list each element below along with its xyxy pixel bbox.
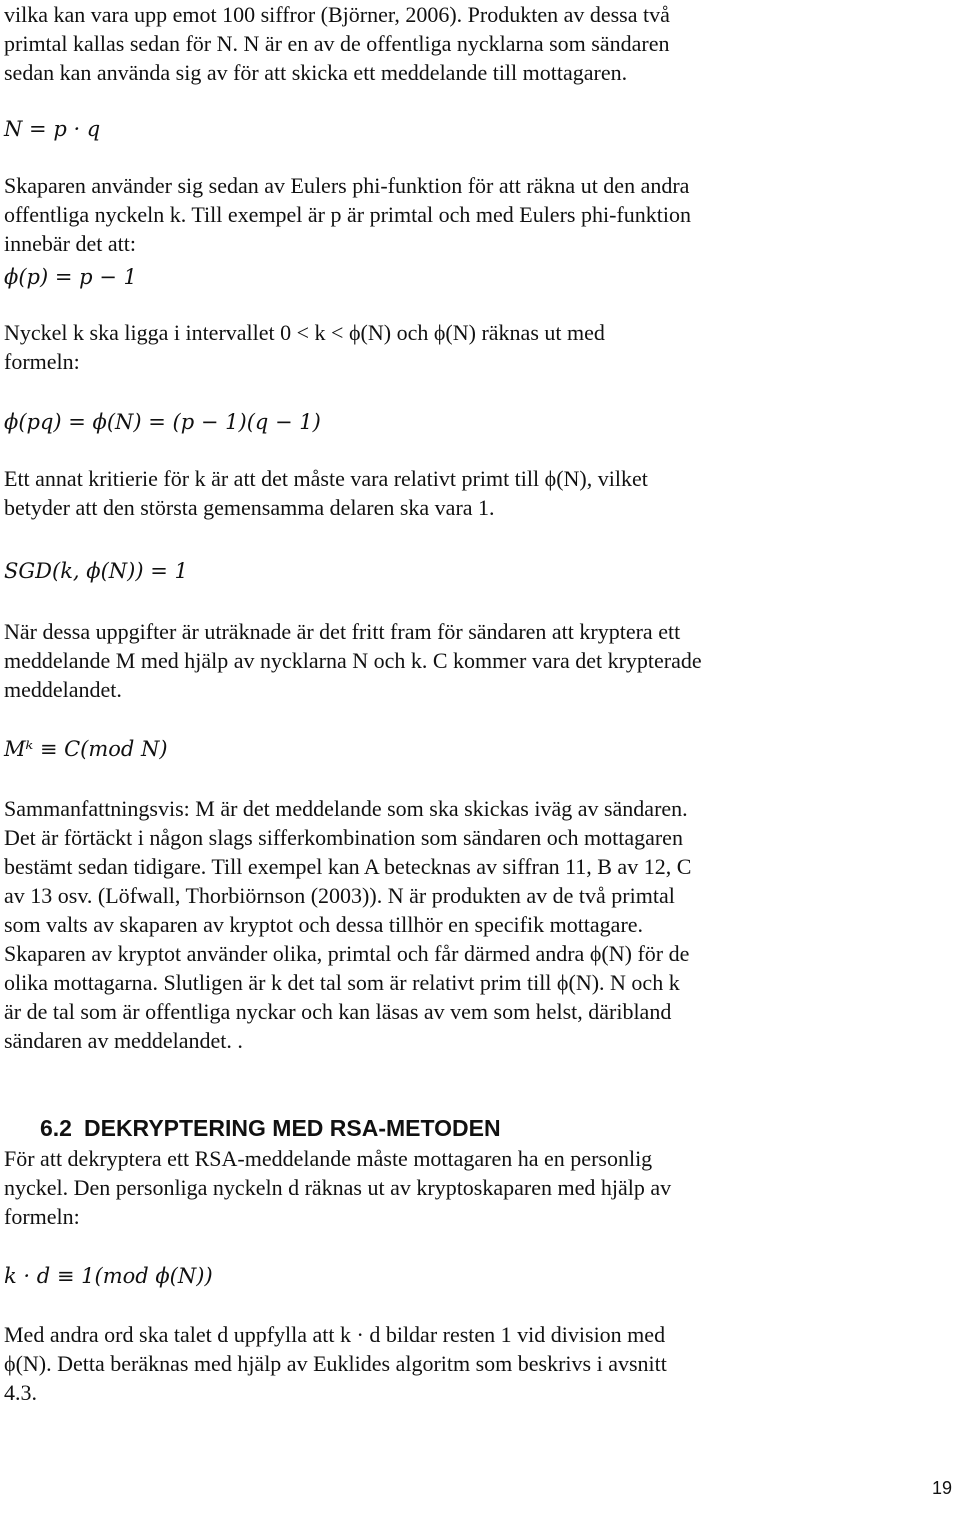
text-line: Skaparen av kryptot använder olika, primtal och får därmed andra ϕ(N) för de [4,941,690,966]
text-line: offentliga nyckeln k. Till exempel är p är primtal och med Eulers phi-funktion [4,202,691,227]
text-line: För att dekryptera ett RSA-meddelande måste mottagaren ha en personlig [4,1146,653,1171]
text-line: Nyckel k ska ligga i intervallet 0 < k < ϕ(N) och ϕ(N) räknas ut med [4,320,605,345]
text-line: Det är förtäckt i någon slags sifferkombination som sändaren och mottagaren [4,825,683,850]
text-line: primtal kallas sedan för N. N är en av de offentliga nycklarna som sändaren [4,31,670,56]
text-line: formeln: [4,349,80,374]
text-line: meddelande M med hjälp av nycklarna N och k. C kommer vara det krypterade [4,648,702,673]
section-heading [40,1113,501,1143]
text-line: betyder att den största gemensamma delaren ska vara 1. [4,495,495,520]
text-line: Skaparen använder sig sedan av Eulers phi-funktion för att räkna ut den andra [4,173,690,198]
text-line: Sammanfattningsvis: M är det meddelande som ska skickas iväg av sändaren. [4,796,688,821]
text-line: Ett annat kritierie för k är att det måste vara relativt primt till ϕ(N), vilket [4,466,648,491]
text-line: bestämt sedan tidigare. Till exempel kan A betecknas av siffran 11, B av 12, C [4,854,692,879]
section-title: DEKRYPTERING MED RSA-METODEN [84,1115,501,1141]
text-line: sedan kan använda sig av för att skicka ett meddelande till mottagaren. [4,60,628,85]
text-line: sändaren av meddelandet. . [4,1028,243,1053]
equation-phi-p: ϕ(p) = p − 1 [4,265,137,289]
text-line: av 13 osv. (Löfwall, Thorbiörnson (2003)). N är produkten av de två primtal [4,883,675,908]
text-line: innebär det att: [4,231,136,256]
equation-phi-pq: ϕ(pq) = ϕ(N) = (p − 1)(q − 1) [4,410,321,434]
text-line: är de tal som är offentliga nyckar och kan läsas av vem som helst, däribland [4,999,672,1024]
text-line: nyckel. Den personliga nyckeln d räknas ut av kryptoskaparen med hjälp av [4,1175,672,1200]
equation-kd: k · d ≡ 1(mod ϕ(N)) [4,1264,213,1288]
page-number: 19 [931,1478,952,1498]
text-line: När dessa uppgifter är uträknade är det fritt fram för sändaren att kryptera ett [4,619,681,644]
text-line: som valts av skaparen av kryptot och dessa tillhör en specifik mottagare. [4,912,644,937]
section-number: 6.2 [40,1115,72,1141]
text-line: olika mottagarna. Slutligen är k det tal som är relativt prim till ϕ(N). N och k [4,970,680,995]
text-line: meddelandet. [4,677,122,702]
equation-mk: Mᵏ ≡ C(mod N) [4,737,168,761]
text-line: formeln: [4,1204,80,1229]
text-line: vilka kan vara upp emot 100 siffror (Björner, 2006). Produkten av dessa två [4,2,670,27]
text-line: Med andra ord ska talet d uppfylla att k · d bildar resten 1 vid division med [4,1322,666,1347]
text-line: 4.3. [4,1380,37,1405]
equation-sgd: SGD(k, ϕ(N)) = 1 [4,559,188,583]
text-line: ϕ(N). Detta beräknas med hjälp av Euklides algoritm som beskrivs i avsnitt [4,1351,667,1376]
equation-n-eq-pq: N = p · q [4,117,101,141]
